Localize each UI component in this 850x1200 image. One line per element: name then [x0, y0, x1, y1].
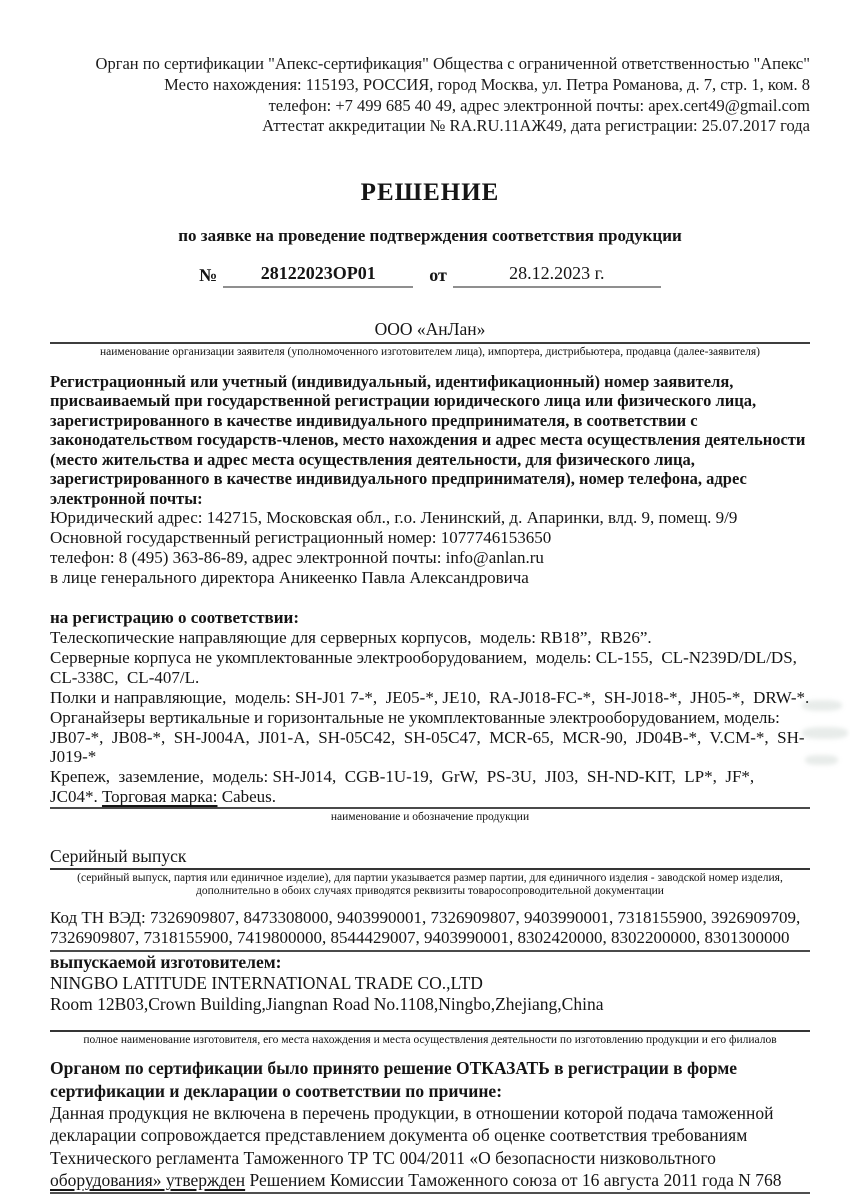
- applicant-legal-address: Юридический адрес: 142715, Московская обл., г.о. Ленинский, д. Апаринки, влд. 9, помещ. 9/9: [50, 507, 738, 527]
- product-line-cases: Серверные корпуса не укомплектованные электрооборудованием, модель: CL-155, CL-N239D/DL/DS, CL-338C, CL-407/L.: [50, 648, 806, 687]
- product-line-fasteners: [50, 767, 810, 809]
- products-section-heading: на регистрацию о соответствии:: [50, 608, 299, 628]
- reason-underlined-segment: оборудования» утвержден: [50, 1170, 246, 1191]
- applicant-rule: [50, 342, 810, 344]
- decision-number-field: 28122023ОР01: [223, 263, 413, 288]
- certification-body-header: [50, 54, 810, 137]
- serial-rule: [50, 868, 810, 870]
- manufacturer-name: NINGBO LATITUDE INTERNATIONAL TRADE CO.,LTD: [50, 972, 483, 993]
- tnved-codes: Код ТН ВЭД: 7326909807, 8473308000, 9403990001, 7326909807, 9403990001, 7318155900, 3926909709, 7326909807, 7318155900, 7419800000, 8544429007, 9403990001, 8302420000, 8302200000, 8301300000: [50, 908, 810, 952]
- trademark-label: Торговая марка:: [101, 787, 218, 807]
- header-org-address: Место нахождения: 115193, РОССИЯ, город Москва, ул. Петра Романова, д. 7, стр. 1, ком. 8: [164, 74, 810, 94]
- date-label: от: [429, 265, 447, 286]
- applicant-director: в лице генерального директора Аникеенко Павла Александровича: [50, 568, 529, 588]
- manufacturer-address: Room 12B03,Crown Building,Jiangnan Road No.1108,Ningbo,Zhejiang,China: [50, 993, 604, 1014]
- product-line-rails: Телескопические направляющие для серверных корпусов, модель: RB18”, RB26”.: [50, 628, 652, 648]
- applicant-name: ООО «АнЛан»: [374, 319, 486, 340]
- decision-reason: [50, 1102, 810, 1195]
- applicant-ogrn: Основной государственный регистрационный номер: 1077746153650: [50, 528, 552, 548]
- manufacturer-rule: [50, 1030, 810, 1032]
- header-org-contacts: телефон: +7 499 685 40 49, адрес электронной почты: apex.cert49@gmail.com: [268, 95, 810, 115]
- header-org-name: Орган по сертификации "Апекс-сертификация" Общества с ограниченной ответственностью "Апекс": [95, 54, 810, 73]
- products-caption: наименование и обозначение продукции: [330, 811, 530, 824]
- manufacturer-caption: полное наименование изготовителя, его места нахождения и места осуществления деятельности по изготовлению продукции и его филиалов: [83, 1033, 777, 1046]
- number-and-date-row: [50, 263, 810, 288]
- scan-artifact: [805, 755, 838, 765]
- manufacturer-heading: выпускаемой изготовителем:: [50, 951, 282, 972]
- reason-end: Решением Комиссии Таможенного союза от 16 августа 2011 года N 768: [245, 1170, 782, 1191]
- document-subtitle: по заявке на проведение подтверждения соответствия продукции: [178, 226, 682, 246]
- document-title: РЕШЕНИЕ: [360, 179, 500, 207]
- fasteners-text: Крепеж, заземление, модель: SH-J014, CGB-1U-19, GrW, PS-3U, JI03, SH-ND-KIT, LP*, JF*, JC04*.: [50, 767, 763, 807]
- decision-date-field: 28.12.2023 г.: [453, 263, 661, 288]
- serial-release-text: Серийный выпуск: [50, 845, 187, 866]
- serial-caption: (серийный выпуск, партия или единичное изделие), для партии указывается размер партии, для единичного изделия - заводской номер изделия, дополнительно в обоих случаях приводятся реквизиты товаросопроводительной документации: [77, 871, 783, 898]
- decision-refusal-heading: Органом по сертификации было принято решение ОТКАЗАТЬ в регистрации в форме сертификации и декларации о соответствии по причине:: [50, 1058, 738, 1101]
- applicant-phone-email: телефон: 8 (495) 363-86-89, адрес электронной почты: info@anlan.ru: [50, 548, 544, 568]
- trademark-value: Cabeus.: [217, 787, 277, 807]
- reason-start: Данная продукция не включена в перечень продукции, в отношении которой подача таможенной декларации сопровождается представлением документа об оценке соответствия требованиям Технического регламента Таможенного ТР ТС 004/2011 «О безопасности низковольтного: [50, 1102, 774, 1168]
- product-line-shelves-organizers: Полки и направляющие, модель: SH-J01 7-*, JE05-*, JE10, RA-J018-FC-*, SH-J018-*, JH05-*, DRW-*. Органайзеры вертикальные и горизонтальные не укомплектованные электрооборудованием, модель: JB07-*, JB08-*, SH-J004A, JI01-A, SH-05C42, SH-05C47, MCR-65, MCR-90, JD04B-*, V.CM-*, SH-J019-*: [50, 687, 814, 767]
- number-label: №: [199, 265, 218, 286]
- scan-artifact: [802, 727, 848, 739]
- header-accreditation: Аттестат аккредитации № RA.RU.11АЖ49, дата регистрации: 25.07.2017 года: [262, 116, 810, 136]
- scan-artifact: [802, 700, 842, 711]
- registration-requisites-heading: Регистрационный или учетный (индивидуальный, идентификационный) номер заявителя, присваиваемый при государственной регистрации юридического лица или физического лица, зарегистрированного в качестве индивидуального предпринимателя, в соответствии с законодательством государств-членов, место нахождения и адрес места осуществления деятельности (место жительства и адрес места осуществления деятельности, для физического лица, зарегистрированного в качестве индивидуального предпринимателя), номер телефона, адрес электронной почты:: [50, 371, 806, 508]
- applicant-caption: наименование организации заявителя (уполномоченного изготовителем лица), импортера, дистрибьютера, продавца (далее-заявителя): [100, 346, 760, 359]
